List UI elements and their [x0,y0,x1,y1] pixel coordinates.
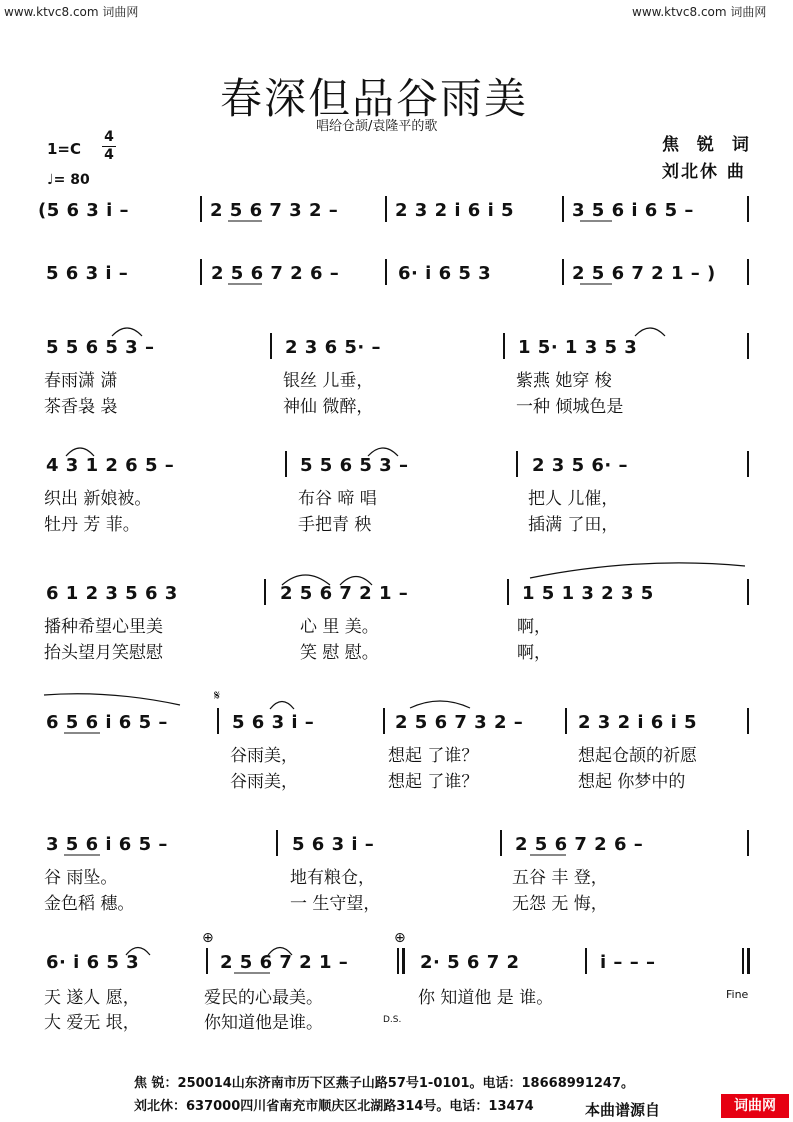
row5-m2: 2 5 6 7 2 1 – [280,583,409,604]
row2-m3: 6· i 6 5 3 [398,263,492,284]
row2-m1: 5 6 3 i – [46,263,129,284]
slur [410,701,470,708]
slur [126,948,150,956]
key-signature: 1=C [47,140,82,158]
row3-lyric1-b: 银丝 儿垂， [283,371,374,391]
coda-icon-2: ⊕ [394,930,406,946]
row8-lyric1-a: 天 遂人 愿， [44,988,140,1008]
row5-lyric2-c: 啊， [517,643,551,663]
row3-lyric1-c: 紫燕 她穿 梭 [516,371,612,391]
row4-m1: 4 3 1 2 6 5 – [46,455,175,476]
coda-icon-1: ⊕ [202,930,214,946]
row8-lyric1-c: 你 知道他 是 谁。 [418,988,554,1008]
watermark-right: www.ktvc8.com 词曲网 [632,5,767,19]
row5-m3: 1 5 1 3 2 3 5 [522,583,654,604]
row7-lyric1-b: 地有粮仓， [290,868,375,888]
row1-m2: 2 5 6 7 3 2 – [210,200,339,221]
row4-lyric1-b: 布谷 啼 唱 [298,489,377,509]
row3-m2: 2 3 6 5· – [285,337,382,358]
row5-lyric1-c: 啊， [517,617,551,637]
row5-lyric1-a: 播种希望心里美 [44,617,163,637]
tempo-value: = 80 [53,172,90,188]
row4-lyric2-b: 手把青 秧 [298,515,372,535]
quarter-note-icon: ♩ [47,172,54,188]
composer-credit: 刘北休 曲 [662,162,746,182]
row8-m2: 2 5 6 7 2 1 – [220,952,349,973]
row4-lyric1-c: 把人 儿催， [528,489,619,509]
row7-m2: 5 6 3 i – [292,834,375,855]
row3-m1: 5 5 6 5 3 – [46,337,155,358]
row1-m4: 3 5 6 i 6 5 – [572,200,694,221]
row7-lyric2-a: 金色稻 穗。 [44,894,135,914]
footer-contact-1: 焦 锐：250014山东济南市历下区燕子山路57号1-0101。电话：18668991247。 [134,1076,635,1091]
row6-m3: 2 5 6 7 3 2 – [395,712,524,733]
time-top: 4 [104,129,114,145]
song-subtitle: 唱给仓颉/袁隆平的歌 [316,119,438,134]
lyricist-credit: 焦 锐 词 [662,135,755,155]
row4-m3: 2 3 5 6· – [532,455,629,476]
row6-m2: 5 6 3 i – [232,712,315,733]
row7-lyric2-b: 一 生守望， [290,894,381,914]
row4-lyric2-a: 牡丹 芳 菲。 [44,515,140,535]
row3-lyric2-b: 神仙 微醉， [283,397,374,417]
slur [66,448,94,456]
row3-lyric1-a: 春雨潇 潇 [44,371,118,391]
tie [44,694,180,705]
tie [530,563,745,578]
row6-lyric2-a: 谷雨美， [230,772,298,792]
source-note: 本曲谱源自 [585,1101,661,1119]
song-title: 春深但品谷雨美 [220,74,529,123]
row6-lyric1-c: 想起仓颉的祈愿 [578,746,697,766]
row3-m3: 1 5· 1 3 5 3 [518,337,638,358]
row5-lyric1-b: 心 里 美。 [300,617,379,637]
slur [282,575,330,585]
row3-lyric2-c: 一种 倾城色是 [516,397,624,417]
slur [635,328,665,336]
row7-m3: 2 5 6 7 2 6 – [515,834,644,855]
slur [268,948,292,956]
row4-lyric2-c: 插满 了田， [528,515,619,535]
row6-m4: 2 3 2 i 6 i 5 [578,712,698,733]
row8-m4: i – – – [600,952,656,973]
row4-lyric1-a: 织出 新娘被。 [44,489,152,509]
slur [112,328,142,336]
row6-lyric1-b: 想起 了谁？ [388,746,479,766]
row7-lyric1-c: 五谷 丰 登， [512,868,608,888]
ds-marking: D.S. [383,1015,402,1025]
watermark-left: www.ktvc8.com 词曲网 [4,5,139,19]
row6-lyric1-a: 谷雨美， [230,746,298,766]
row8-m3: 2· 5 6 7 2 [420,952,520,973]
segno-icon: 𝄋 [214,688,221,704]
row1-m1: (5 6 3 i – [38,200,130,221]
row4-m2: 5 5 6 5 3 – [300,455,409,476]
row1-m3: 2 3 2 i 6 i 5 [395,200,515,221]
row5-lyric2-a: 抬头望月笑慰慰 [44,643,163,663]
slur [270,702,294,710]
row5-m1: 6 1 2 3 5 6 3 [46,583,178,604]
row8-lyric2-a: 大 爱无 垠， [44,1013,140,1033]
slur [340,577,372,586]
fine-marking: Fine [726,988,749,1001]
row2-m2: 2 5 6 7 2 6 – [211,263,340,284]
row8-lyric1-b: 爱民的心最美。 [204,988,323,1008]
site-logo[interactable]: 词曲网 [721,1094,789,1118]
row7-m1: 3 5 6 i 6 5 – [46,834,168,855]
time-bottom: 4 [104,147,114,163]
row6-lyric2-b: 想起 了谁？ [388,772,479,792]
footer-contact-2: 刘北休：637000四川省南充市顺庆区北湖路314号。电话：13474 [134,1099,534,1114]
row7-lyric1-a: 谷 雨坠。 [44,868,118,888]
row8-m1: 6· i 6 5 3 [46,952,140,973]
slur [368,448,398,456]
row5-lyric2-b: 笑 慰 慰。 [300,643,379,663]
row6-lyric2-c: 想起 你梦中的 [578,772,686,792]
row7-lyric2-c: 无怨 无 悔， [512,894,608,914]
row8-lyric2-b: 你知道他是谁。 [204,1013,323,1033]
row6-m1: 6 5 6 i 6 5 – [46,712,168,733]
row2-m4: 2 5 6 7 2 1 – ) [572,263,716,284]
row3-lyric2-a: 茶香袅 袅 [44,397,118,417]
